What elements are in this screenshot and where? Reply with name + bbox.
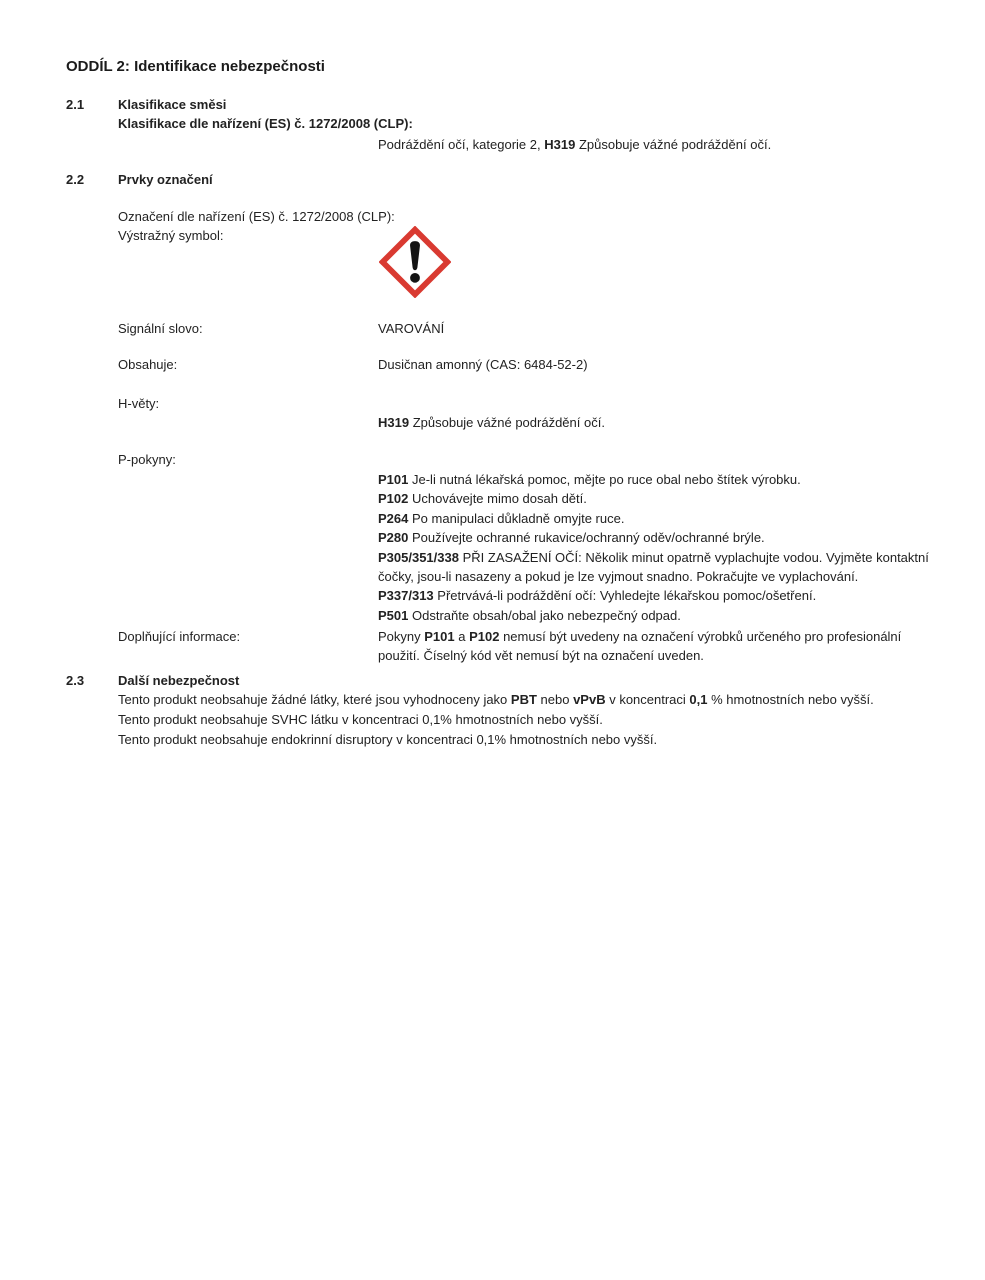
statement-text: Po manipulaci důkladně omyjte ruce. [412,510,625,526]
section-2-1-heading: Klasifikace směsi [118,97,227,112]
contains-value: Dusičnan amonný (CAS: 6484-52-2) [378,357,588,372]
bold-text-part: vPvB [573,692,606,707]
statement-code: P264 [378,510,409,526]
section-2-1-number: 2.1 [66,97,85,112]
h-statements-label: H-věty: [118,396,160,411]
p-statement [378,528,930,547]
text-part: Tento produkt neobsahuje endokrinní disruptory v koncentraci 0,1% hmotnostních nebo vyšší. [118,731,658,747]
statement-text: Používejte ochranné rukavice/ochranný oděv/ochranné brýle. [412,530,765,546]
statement-text: PŘI ZASAŽENÍ OČÍ: Několik minut opatrně vyplachujte vodou. Vyjměte kontaktní čočky, jsou-li nasazeny a pokud je lze vyjmout snadno. Pokračujte ve vyplachování. [378,549,929,585]
signal-word-label: Signální slovo: [118,321,203,336]
statement-code: P101 [378,472,409,487]
other-hazards-line [118,710,958,730]
p-statement [378,509,930,528]
section-2-2-heading: Prvky označení [118,172,213,187]
statement-text: Způsobuje vážné podráždění očí. [412,415,605,430]
statement-text: Je-li nutná lékařská pomoc, mějte po ruce obal nebo štítek výrobku. [412,472,801,487]
statement-code: P280 [378,530,409,546]
ghs07-exclamation-icon [379,226,451,298]
text-part: nebo [536,692,574,707]
p-statement [378,470,930,489]
section-title: ODDÍL 2: Identifikace nebezpečnosti [66,58,325,75]
other-hazards-line [118,690,958,710]
statement-text: Přetrvává-li podráždění očí: Vyhledejte lékařskou pomoc/ošetření. [437,588,817,604]
labeling-regulation-line: Označení dle nařízení (ES) č. 1272/2008 (CLP): [118,209,395,224]
additional-info-label: Doplňující informace: [118,629,241,644]
p-statement [378,489,930,508]
section-2-3-heading: Další nebezpečnost [118,673,240,688]
statement-code: P102 [378,491,409,507]
statement-code: P305/351/338 [378,549,459,565]
statement-code: H319 [378,415,410,430]
other-hazards-line [118,730,958,750]
p-statement [378,548,930,587]
p-statement [378,586,930,605]
section-2-3-number: 2.3 [66,673,85,688]
text-part: % hmotnostních nebo vyšší. [707,692,874,707]
contains-label: Obsahuje: [118,357,178,372]
statement-text: Uchovávejte mimo dosah dětí. [412,491,587,507]
text-part: Tento produkt neobsahuje SVHC látku v koncentraci 0,1% hmotnostních nebo vyšší. [118,711,603,727]
statement-code: P337/313 [378,588,434,604]
bold-text-part: 0,1 [689,692,708,707]
classification-line [378,135,771,154]
bold-text-part: PBT [510,692,537,707]
h-statements-list [378,413,930,432]
p-statements-label: P-pokyny: [118,452,176,467]
p-statements-list [378,470,930,625]
additional-info-text [378,627,926,666]
text-part: Tento produkt neobsahuje žádné látky, které jsou vyhodnoceny jako [118,692,511,707]
text-part: v koncentraci [605,692,690,707]
statement-code: P501 [378,607,409,623]
bold-text-part: P102 [469,629,500,644]
statement-text: Odstraňte obsah/obal jako nebezpečný odpad. [412,607,681,623]
classification-prefix: Podráždění očí, kategorie 2, [378,137,541,152]
classification-suffix: Způsobuje vážné podráždění očí. [578,137,772,152]
classification-h-code: H319 [544,137,576,152]
other-hazards-lines [118,690,958,749]
bold-text-part: P101 [424,629,455,644]
classification-regulation-heading: Klasifikace dle nařízení (ES) č. 1272/2008 (CLP): [118,116,413,131]
section-2-2-number: 2.2 [66,172,85,187]
text-part: Pokyny [378,629,425,644]
text-part: a [454,629,470,644]
h-statement [378,413,930,432]
text-part: nemusí být uvedeny na označení výrobků určeného pro profesionální použití. Číselný kód vět nemusí být na označení uveden. [378,629,902,664]
signal-word-value: VAROVÁNÍ [378,321,445,336]
p-statement [378,606,930,625]
hazard-symbol-label: Výstražný symbol: [118,228,224,243]
